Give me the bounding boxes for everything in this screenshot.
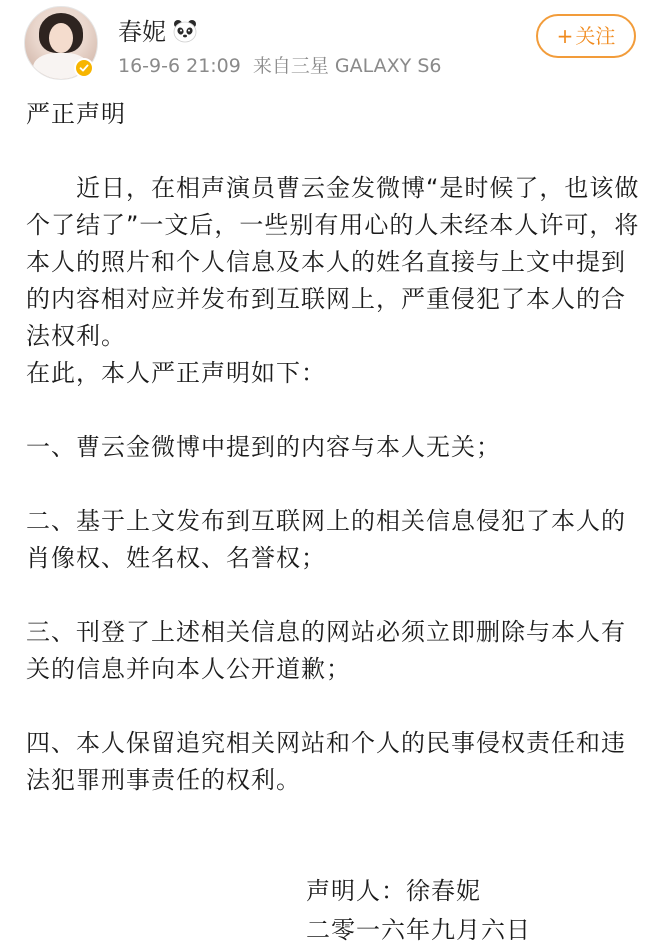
- spacer: [26, 466, 640, 503]
- follow-button[interactable]: [536, 14, 636, 58]
- follow-label: 关注: [575, 24, 616, 48]
- spacer: [26, 392, 640, 429]
- post-title: 严正声明: [26, 100, 126, 128]
- post-paragraph-2: 在此，本人严正声明如下：: [26, 359, 326, 387]
- username-text: 春妮: [118, 18, 166, 46]
- panda-icon: [172, 19, 198, 49]
- statement-item-2: 二、基于上文发布到互联网上的相关信息侵犯了本人的肖像权、姓名权、名誉权；: [26, 507, 626, 572]
- statement-item-3: 三、刊登了上述相关信息的网站必须立即删除与本人有关的信息并向本人公开道歉；: [26, 618, 626, 683]
- post-meta: [118, 54, 441, 78]
- post-paragraph-1: 近日，在相声演员曹云金发微博“是时候了，也该做个了结了”一文后，一些别有用心的人未经本人许可，将本人的照片和个人信息及本人的姓名直接与上文中提到的内容相对应并发布到互联网上，严重侵犯了本人的合法权利。: [26, 174, 640, 350]
- username[interactable]: [118, 18, 198, 49]
- spacer: [26, 688, 640, 725]
- verified-badge-icon: [74, 58, 94, 78]
- signer: 声明人：徐春妮: [306, 877, 481, 905]
- plus-icon: +: [556, 24, 574, 48]
- avatar-face: [49, 23, 73, 53]
- statement-date: 二零一六年九月六日: [306, 916, 531, 944]
- statement-item-1: 一、曹云金微博中提到的内容与本人无关；: [26, 433, 501, 461]
- post-body: [26, 96, 640, 799]
- post-header: [0, 0, 660, 90]
- post-source: 来自三星 GALAXY S6: [252, 55, 442, 77]
- post-time: 16-9-6 21:09: [118, 55, 241, 77]
- statement-item-4: 四、本人保留追究相关网站和个人的民事侵权责任和违法犯罪刑事责任的权利。: [26, 729, 626, 794]
- spacer: [26, 577, 640, 614]
